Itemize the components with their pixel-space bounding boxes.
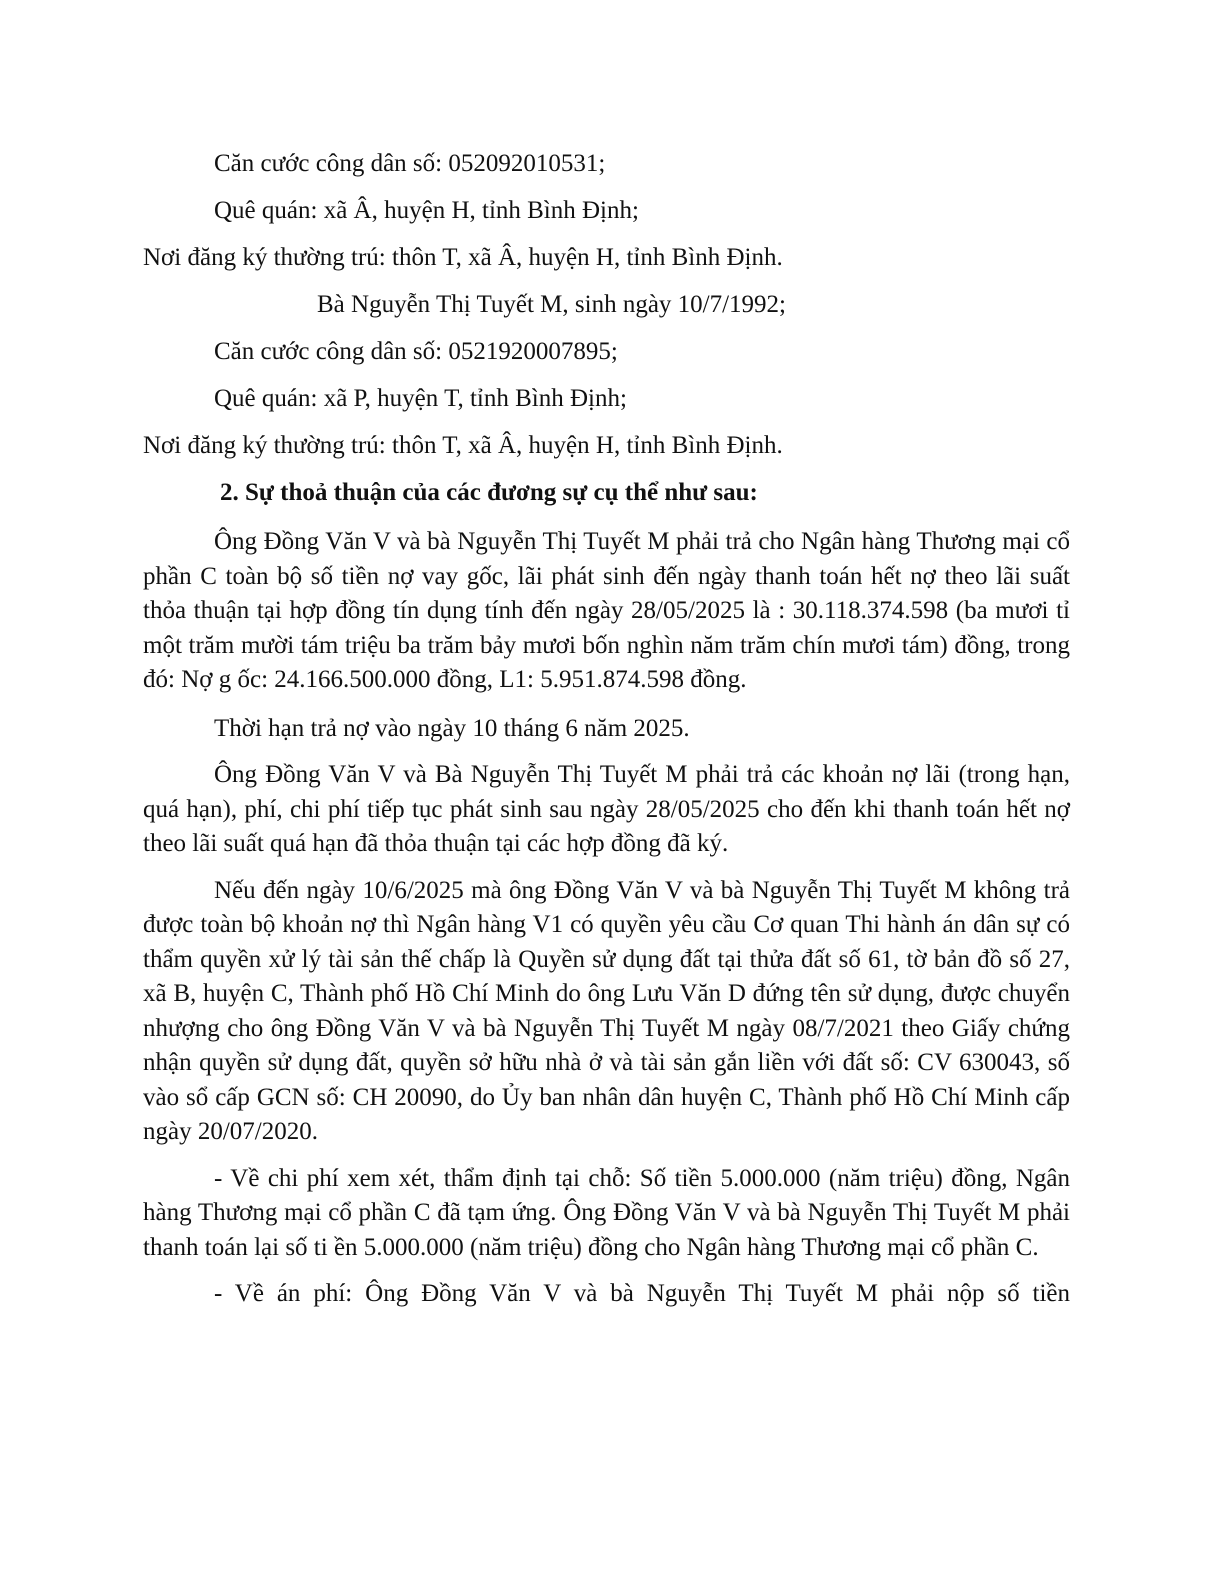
paragraph-appraisal-cost: - Về chi phí xem xét, thẩm định tại chỗ: Số tiền 5.000.000 (năm triệu) đồng, Ngân hàng Thương mại cổ phần C đã tạm ứng. Ông Đồng Văn V và bà Nguyễn Thị Tuyết M phải thanh toán lại số ti ền 5.000.000 (năm triệu) đồng cho Ngân hàng Thương mại cổ phần C. xyxy=(143,1164,1070,1261)
id-card-line-1: Căn cước công dân số: 052092010531; xyxy=(214,150,606,177)
residence-line-2: Nơi đăng ký thường trú: thôn T, xã Â, huyện H, tỉnh Bình Định. xyxy=(143,432,783,459)
hometown-line-1: Quê quán: xã Â, huyện H, tỉnh Bình Định; xyxy=(214,197,639,224)
section-heading: 2. Sự thoả thuận của các đương sự cụ thể như sau: xyxy=(220,479,758,506)
document-page xyxy=(143,140,1070,1312)
paragraph-collateral: Nếu đến ngày 10/6/2025 mà ông Đồng Văn V và bà Nguyễn Thị Tuyết M không trả được toàn bộ khoản nợ thì Ngân hàng V1 có quyền yêu cầu Cơ quan Thi hành án dân sự có thẩm quyền xử lý tài sản thế chấp là Quyền sử dụng đất tại thửa đất số 61, tờ bản đồ số 27, xã B, huyện C, Thành phố Hồ Chí Minh do ông Lưu Văn D đứng tên sử dụng, được chuyển nhượng cho ông Đồng Văn V và bà Nguyễn Thị Tuyết M ngày 08/7/2021 theo Giấy chứng nhận quyền sử dụng đất, quyền sở hữu nhà ở và tài sản gắn liền với đất số: CV 630043, số vào sổ cấp GCN số: CH 20090, do Ủy ban nhân dân huyện C, Thành phố Hồ Chí Minh cấp ngày 20/07/2020. xyxy=(143,876,1070,1145)
paragraph-court-fee: - Về án phí: Ông Đồng Văn V và bà Nguyễn Thị Tuyết M phải nộp số tiền xyxy=(214,1280,1070,1307)
id-card-line-2: Căn cước công dân số: 0521920007895; xyxy=(214,338,618,365)
paragraph-debt-amount: Ông Đồng Văn V và bà Nguyễn Thị Tuyết M phải trả cho Ngân hàng Thương mại cổ phần C toàn bộ số tiền nợ vay gốc, lãi phát sinh đến ngày thanh toán hết nợ theo lãi suất thỏa thuận tại hợp đồng tín dụng tính đến ngày 28/05/2025 là : 30.118.374.598 (ba mươi tỉ một trăm mười tám triệu ba trăm bảy mươi bốn nghìn năm trăm chín mươi tám) đồng, trong đó: Nợ g ốc: 24.166.500.000 đồng, L1: 5.951.874.598 đồng. xyxy=(143,528,1070,693)
paragraph-deadline: Thời hạn trả nợ vào ngày 10 tháng 6 năm 2025. xyxy=(214,714,690,742)
hometown-line-2: Quê quán: xã P, huyện T, tỉnh Bình Định; xyxy=(214,385,627,412)
residence-line-1: Nơi đăng ký thường trú: thôn T, xã Â, huyện H, tỉnh Bình Định. xyxy=(143,244,783,271)
person-line-2: Bà Nguyễn Thị Tuyết M, sinh ngày 10/7/1992; xyxy=(317,291,787,318)
paragraph-interest: Ông Đồng Văn V và Bà Nguyễn Thị Tuyết M phải trả các khoản nợ lãi (trong hạn, quá hạn), phí, chi phí tiếp tục phát sinh sau ngày 28/05/2025 cho đến khi thanh toán hết nợ theo lãi suất quá hạn đã thỏa thuận tại các hợp đồng đã ký. xyxy=(143,761,1070,857)
